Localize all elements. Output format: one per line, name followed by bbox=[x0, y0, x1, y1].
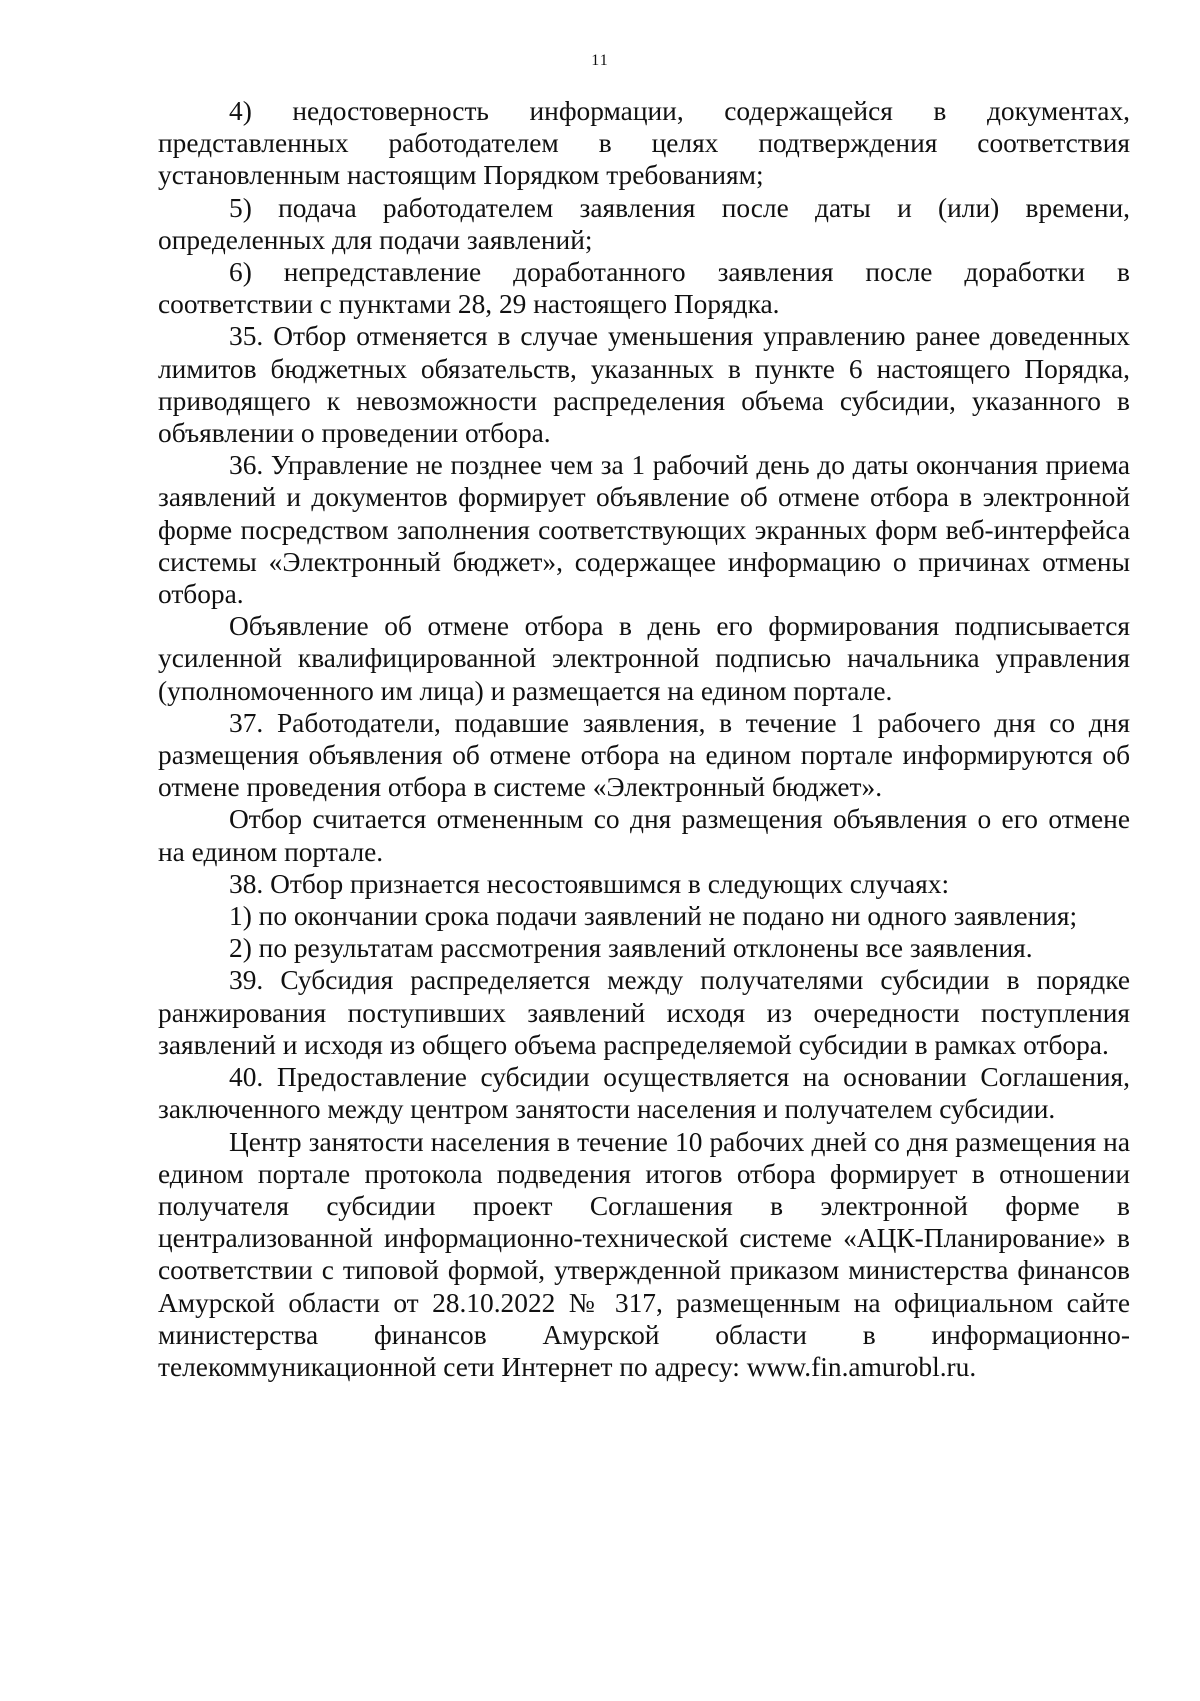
paragraph-item-4: 4) недостоверность информации, содержащейся в документах, представленных работодателем в целях подтверждения соответствия установленным настоящим Порядком требованиям; bbox=[158, 96, 1130, 191]
paragraph-clause-40: 40. Предоставление субсидии осуществляется на основании Соглашения, заключенного между центром занятости населения и получателем субсидии. bbox=[158, 1062, 1130, 1125]
paragraph-clause-38: 38. Отбор признается несостоявшимся в следующих случаях: bbox=[229, 868, 950, 899]
paragraph-clause-38-item-1: 1) по окончании срока подачи заявлений не подано ни одного заявления; bbox=[229, 901, 1078, 932]
paragraph-agreement-draft: Центр занятости населения в течение 10 рабочих дней со дня размещения на едином портале протокола подведения итогов отбора формирует в отношении получателя субсидии проект Соглашения в электронной форме в централизованной информационно-технической системе «АЦК-Планирование» в соответствии с типовой формой, утвержденной приказом министерства финансов Амурской области от 28.10.2022 № 317, размещенным на официальном сайте министерства финансов Амурской области в информационно-телекоммуникационной сети Интернет по адресу: www.fin.amurobl.ru. bbox=[158, 1126, 1130, 1382]
page-number: 11 bbox=[591, 52, 609, 69]
paragraph-item-5: 5) подача работодателем заявления после даты и (или) времени, определенных для подачи заявлений; bbox=[158, 192, 1130, 255]
paragraph-cancellation-effective: Отбор считается отмененным со дня размещения объявления о его отмене на едином портале. bbox=[158, 804, 1130, 867]
document-body bbox=[158, 95, 1130, 1383]
paragraph-clause-37: 37. Работодатели, подавшие заявления, в течение 1 рабочего дня со дня размещения объявления об отмене отбора на едином портале информируются об отмене проведения отбора в системе «Электронный бюджет». bbox=[158, 707, 1130, 803]
paragraph-clause-39: 39. Субсидия распределяется между получателями субсидии в порядке ранжирования поступивших заявлений исходя из очередности поступления заявлений и исходя из общего объема распределяемой субсидии в рамках отбора. bbox=[158, 965, 1130, 1060]
paragraph-item-6: 6) непредставление доработанного заявления после доработки в соответствии с пунктами 28, 29 настоящего Порядка. bbox=[158, 257, 1130, 320]
paragraph-clause-36: 36. Управление не позднее чем за 1 рабочий день до даты окончания приема заявлений и документов формирует объявление об отмене отбора в электронной форме посредством заполнения соответствующих экранных форм веб-интерфейса системы «Электронный бюджет», содержащее информацию о причинах отмены отбора. bbox=[158, 450, 1130, 610]
paragraph-clause-35: 35. Отбор отменяется в случае уменьшения управлению ранее доведенных лимитов бюджетных обязательств, указанных в пункте 6 настоящего Порядка, приводящего к невозможности распределения объема субсидии, указанного в объявлении о проведении отбора. bbox=[158, 321, 1130, 449]
paragraph-clause-38-item-2: 2) по результатам рассмотрения заявлений отклонены все заявления. bbox=[229, 933, 1033, 964]
paragraph-cancellation-signing: Объявление об отмене отбора в день его формирования подписывается усиленной квалифицированной электронной подписью начальника управления (уполномоченного им лица) и размещается на едином портале. bbox=[158, 611, 1130, 706]
